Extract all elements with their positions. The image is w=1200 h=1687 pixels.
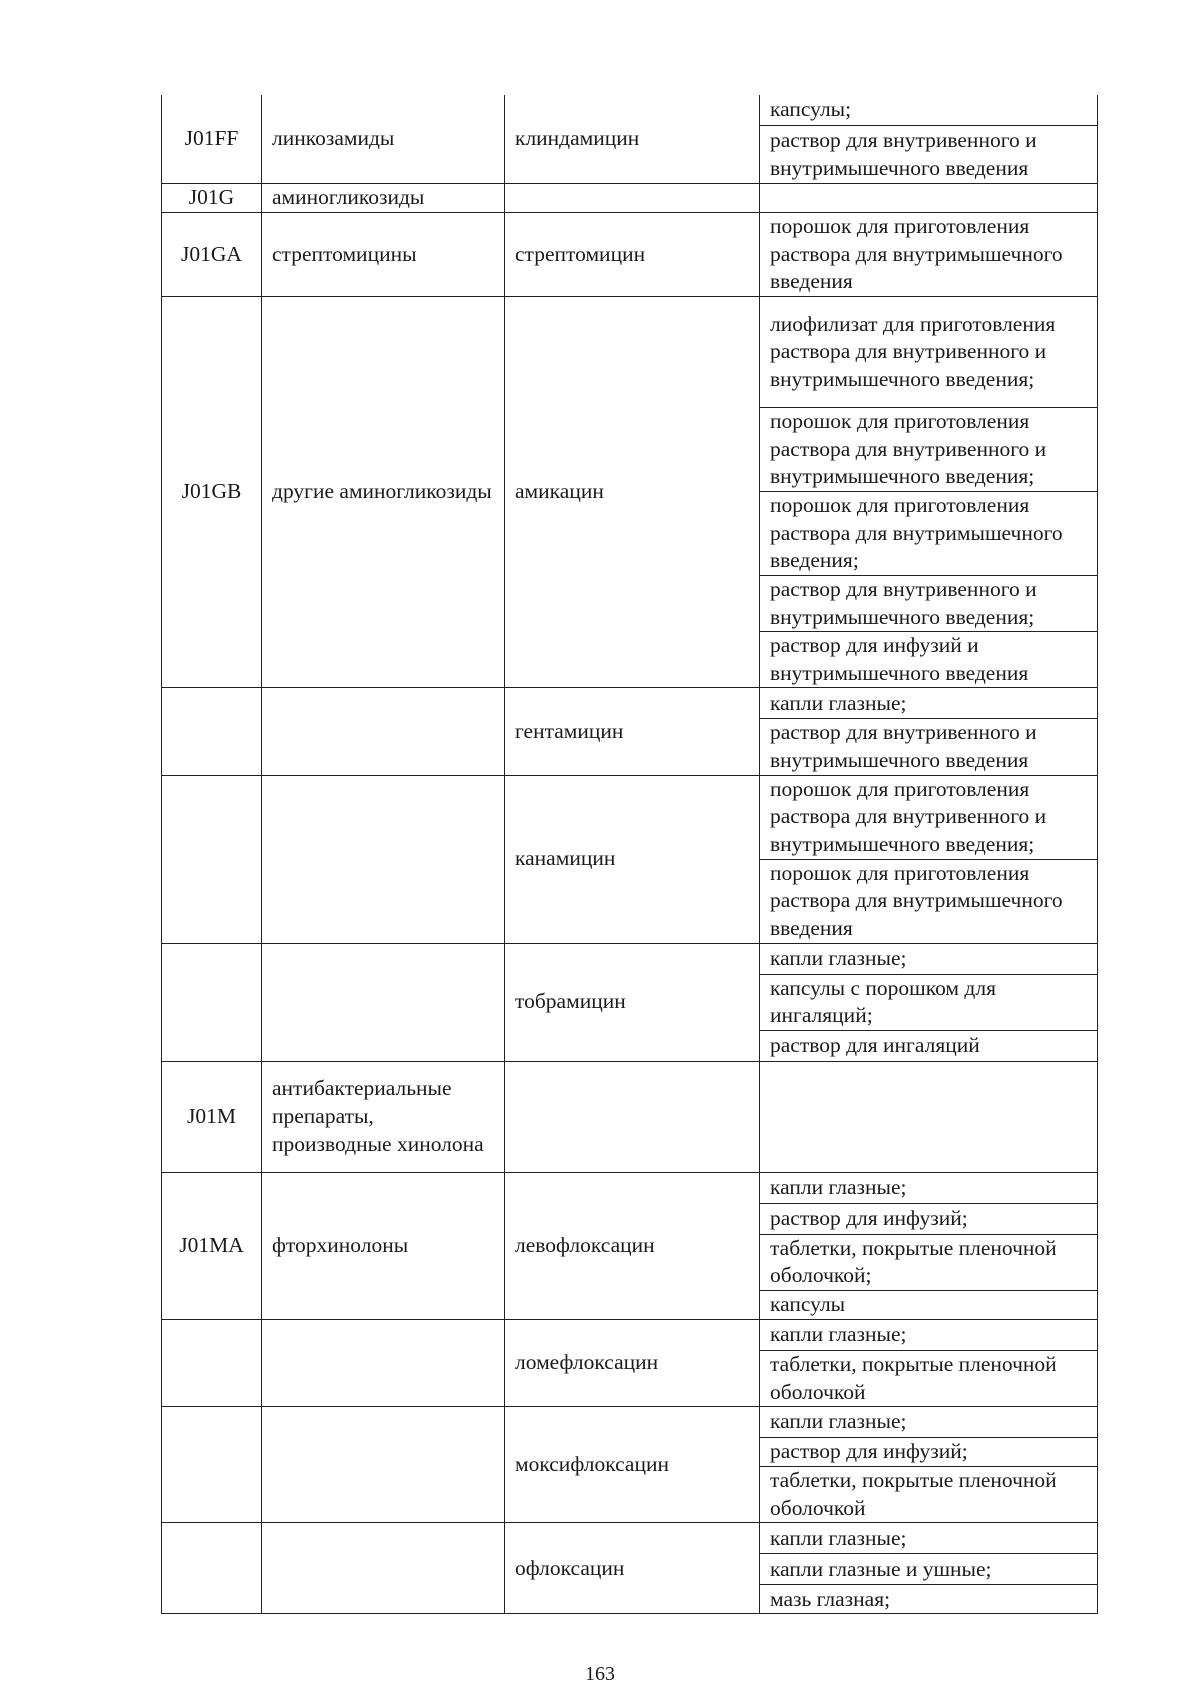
table-row	[162, 1407, 1098, 1438]
atc-code-cell	[162, 688, 262, 775]
group-name-cell	[262, 943, 505, 1061]
dosage-form-cell: раствор для инфузий и внутримышечного введения	[760, 632, 1098, 688]
drug-name-cell: ломефлоксацин	[505, 1319, 760, 1406]
table-row	[162, 688, 1098, 719]
dosage-form-cell	[760, 1061, 1098, 1172]
dosage-form-cell: раствор для внутривенного и внутримышечного введения	[760, 719, 1098, 775]
dosage-form-cell: раствор для внутривенного и внутримышечного введения;	[760, 576, 1098, 632]
group-name-cell	[262, 1523, 505, 1614]
dosage-form-cell: мазь глазная;	[760, 1585, 1098, 1614]
dosage-form-cell: раствор для ингаляций	[760, 1030, 1098, 1061]
group-name-cell: другие аминогликозиды	[262, 297, 505, 688]
dosage-form-cell: капли глазные;	[760, 1523, 1098, 1554]
dosage-form-cell: порошок для приготовления раствора для внутривенного и внутримышечного введения;	[760, 408, 1098, 492]
atc-code-cell	[162, 1319, 262, 1406]
group-name-cell: линкозамиды	[262, 95, 505, 184]
dosage-form-cell	[760, 184, 1098, 213]
atc-code-cell: J01MA	[162, 1172, 262, 1319]
dosage-form-cell: раствор для внутривенного и внутримышечного введения	[760, 126, 1098, 184]
dosage-form-cell: раствор для инфузий;	[760, 1203, 1098, 1234]
drug-name-cell: левофлоксацин	[505, 1172, 760, 1319]
group-name-cell: фторхинолоны	[262, 1172, 505, 1319]
page-number: 163	[585, 1663, 615, 1685]
atc-code-cell: J01M	[162, 1061, 262, 1172]
dosage-form-cell: капсулы;	[760, 95, 1098, 126]
atc-code-cell	[162, 1407, 262, 1523]
table-row	[162, 95, 1098, 126]
drug-name-cell	[505, 1061, 760, 1172]
table-row	[162, 184, 1098, 213]
drug-classification-table	[161, 95, 1098, 1614]
table-body	[162, 95, 1098, 1614]
group-name-cell	[262, 688, 505, 775]
dosage-form-cell: капли глазные;	[760, 1407, 1098, 1438]
dosage-form-cell: капли глазные;	[760, 1319, 1098, 1350]
dosage-form-cell: капли глазные;	[760, 688, 1098, 719]
atc-code-cell: J01G	[162, 184, 262, 213]
table-row	[162, 775, 1098, 859]
drug-name-cell: стрептомицин	[505, 213, 760, 297]
group-name-cell: аминогликозиды	[262, 184, 505, 213]
dosage-form-cell: капсулы с порошком для ингаляций;	[760, 974, 1098, 1030]
group-name-cell	[262, 1407, 505, 1523]
drug-name-cell: тобрамицин	[505, 943, 760, 1061]
drug-name-cell: гентамицин	[505, 688, 760, 775]
table-row	[162, 1319, 1098, 1350]
dosage-form-cell: порошок для приготовления раствора для внутривенного и внутримышечного введения;	[760, 775, 1098, 859]
dosage-form-cell: лиофилизат для приготовления раствора для внутривенного и внутримышечного введения;	[760, 297, 1098, 408]
atc-code-cell: J01GB	[162, 297, 262, 688]
table-row	[162, 943, 1098, 974]
dosage-form-cell: капли глазные;	[760, 943, 1098, 974]
dosage-form-cell: капли глазные;	[760, 1172, 1098, 1203]
dosage-form-cell: порошок для приготовления раствора для внутримышечного введения;	[760, 492, 1098, 576]
atc-code-cell	[162, 943, 262, 1061]
drug-name-cell: моксифлоксацин	[505, 1407, 760, 1523]
dosage-form-cell: таблетки, покрытые пленочной оболочкой	[760, 1467, 1098, 1523]
table-row	[162, 213, 1098, 297]
group-name-cell	[262, 1319, 505, 1406]
dosage-form-cell: порошок для приготовления раствора для внутримышечного введения	[760, 859, 1098, 943]
table-row	[162, 1061, 1098, 1172]
group-name-cell: стрептомицины	[262, 213, 505, 297]
drug-name-cell	[505, 184, 760, 213]
drug-name-cell: канамицин	[505, 775, 760, 943]
atc-code-cell: J01GA	[162, 213, 262, 297]
dosage-form-cell: капли глазные и ушные;	[760, 1554, 1098, 1585]
group-name-cell: антибактериальные препараты, производные хинолона	[262, 1061, 505, 1172]
dosage-form-cell: таблетки, покрытые пленочной оболочкой;	[760, 1234, 1098, 1290]
table-row	[162, 1523, 1098, 1554]
dosage-form-cell: порошок для приготовления раствора для внутримышечного введения	[760, 213, 1098, 297]
atc-code-cell	[162, 775, 262, 943]
atc-code-cell	[162, 1523, 262, 1614]
dosage-form-cell: капсулы	[760, 1290, 1098, 1319]
drug-name-cell: офлоксацин	[505, 1523, 760, 1614]
drug-name-cell: амикацин	[505, 297, 760, 688]
table-row	[162, 297, 1098, 408]
dosage-form-cell: таблетки, покрытые пленочной оболочкой	[760, 1350, 1098, 1406]
table-row	[162, 1172, 1098, 1203]
dosage-form-cell: раствор для инфузий;	[760, 1438, 1098, 1467]
drug-name-cell: клиндамицин	[505, 95, 760, 184]
group-name-cell	[262, 775, 505, 943]
atc-code-cell: J01FF	[162, 95, 262, 184]
